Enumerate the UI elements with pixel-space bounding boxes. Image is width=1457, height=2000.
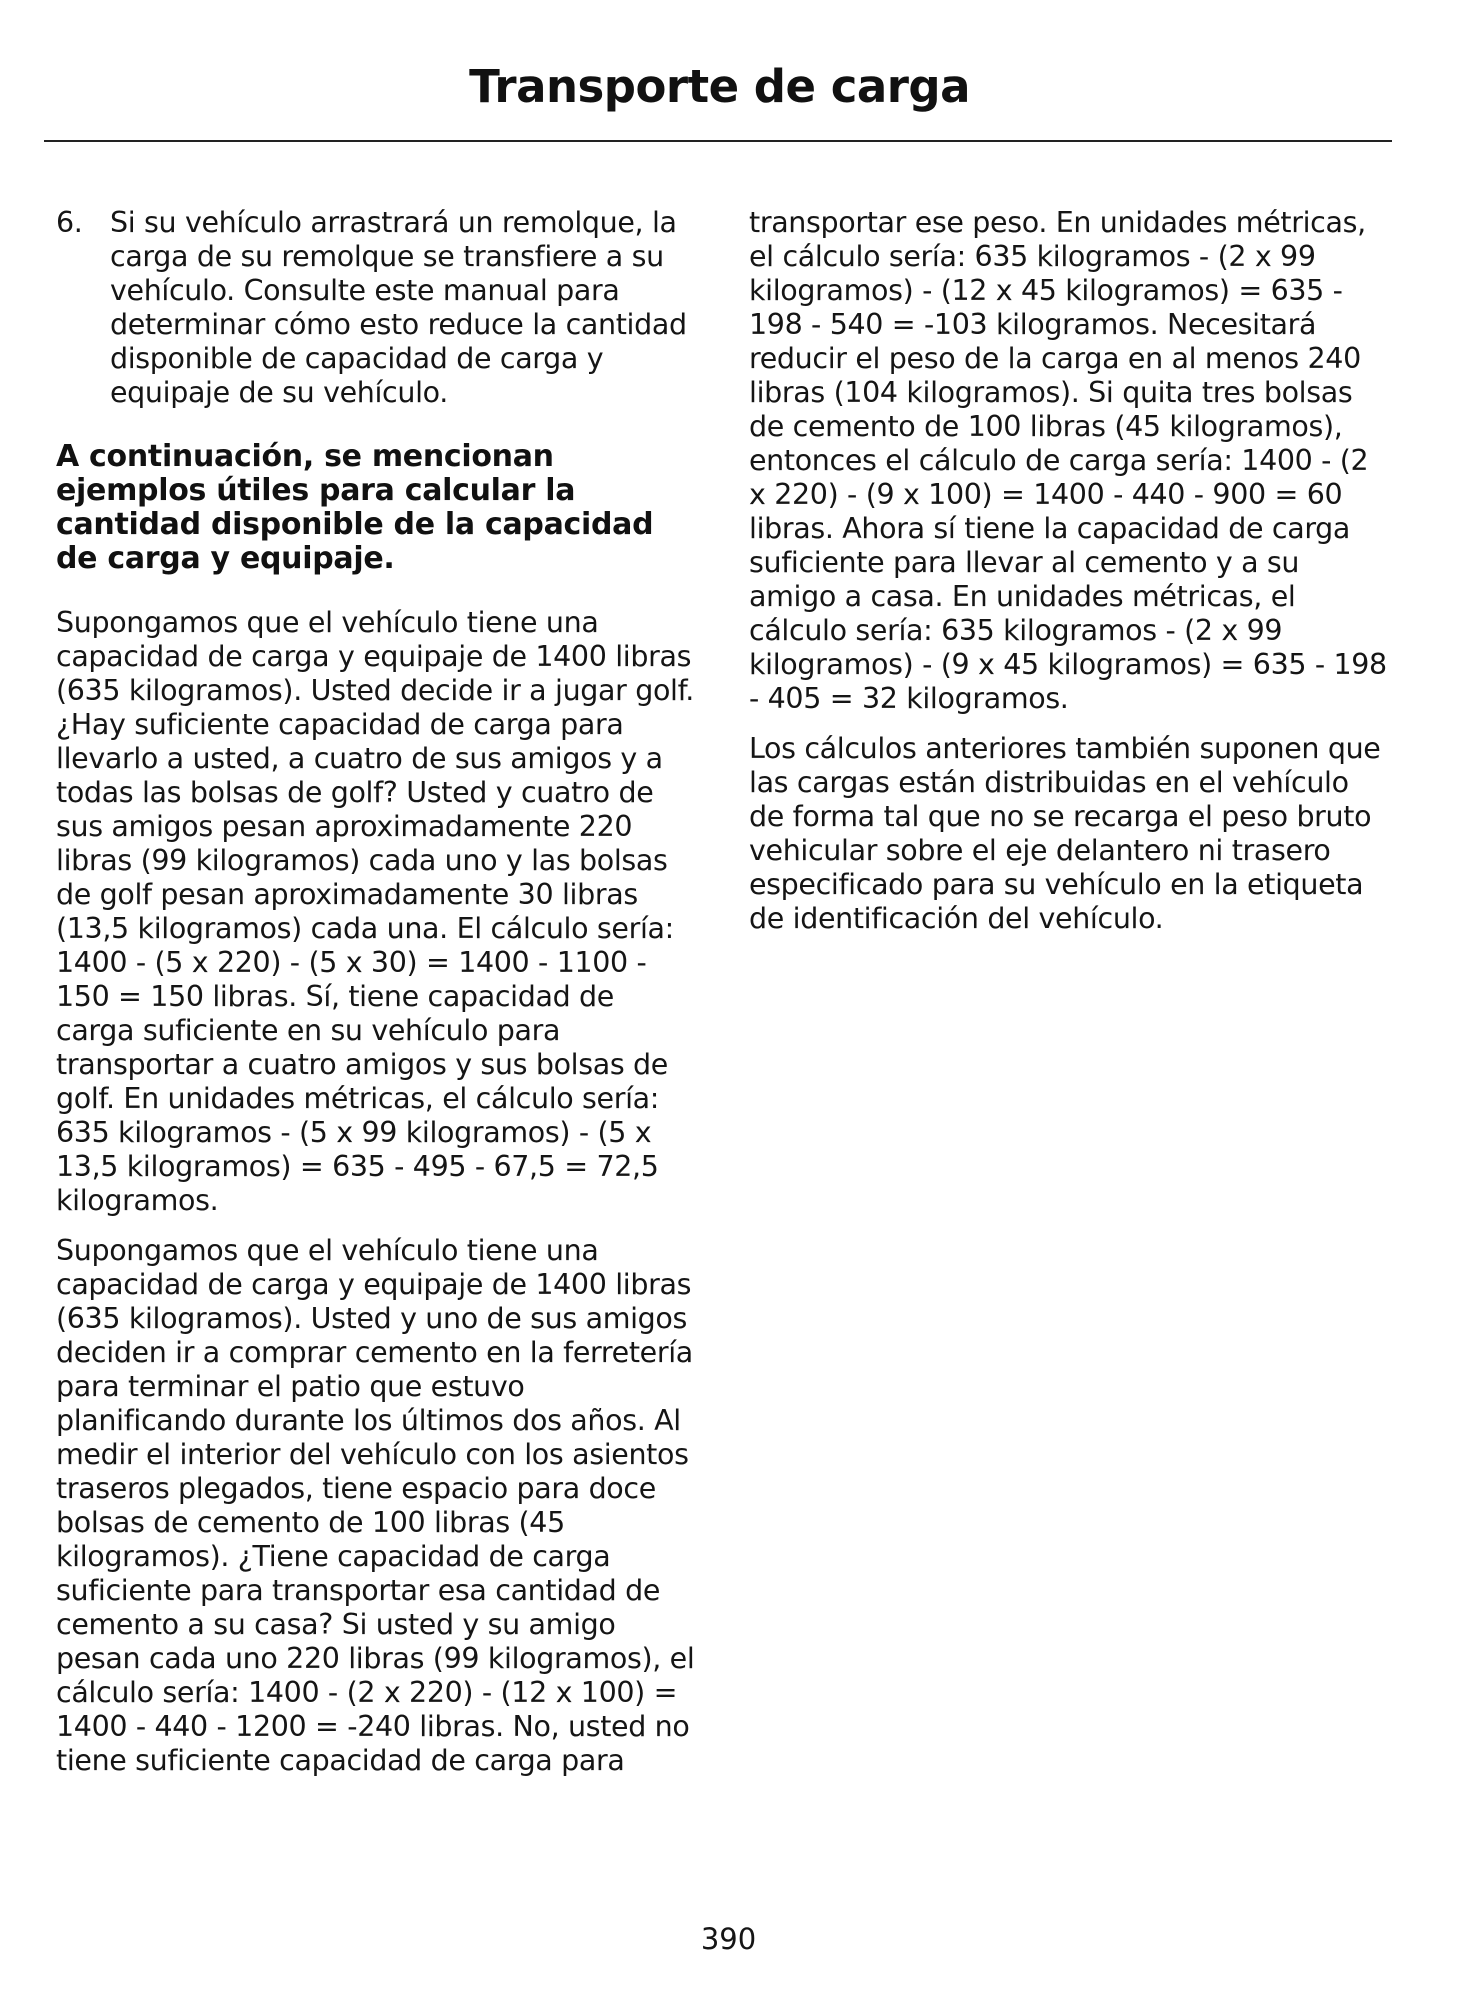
paragraph-load-distribution-note: Los cálculos anteriores también suponen que las cargas están distribuidas en el vehículo de forma tal que no se recarga el peso bruto vehicular sobre el eje delantero ni trasero especificado para su vehículo en la etiqueta de identificación del vehículo. <box>749 732 1381 935</box>
page-title: Transporte de carga <box>469 60 970 113</box>
list-item-text: Si su vehículo arrastrará un remolque, la carga de su remolque se transfiere a su vehículo. Consulte este manual para determinar cómo esto reduce la cantidad disponible de capacidad de carga y equipaje de su vehículo. <box>110 206 687 409</box>
paragraph-cement-example: Supongamos que el vehículo tiene una capacidad de carga y equipaje de 1400 libras (635 kilogramos). Usted y uno de sus amigos deciden ir a comprar cemento en la ferretería para terminar el patio que estuvo planificando durante los últimos dos años. Al medir el interior del vehículo con los asientos traseros plegados, tiene espacio para doce bolsas de cemento de 100 libras (45 kilogramos). ¿Tiene capacidad de carga suficiente para transportar esa cantidad de cemento a su casa? Si usted y su amigo pesan cada uno 220 libras (99 kilogramos), el cálculo sería: 1400 - (2 x 220) - (12 x 100) = 1400 - 440 - 1200 = -240 libras. No, usted no tiene suficiente capacidad de carga para <box>56 1234 695 1777</box>
page-number: 390 <box>700 1922 757 1956</box>
right-column <box>749 206 1389 952</box>
paragraph-golf-example: Supongamos que el vehículo tiene una capacidad de carga y equipaje de 1400 libras (635 kilogramos). Usted decide ir a jugar golf. ¿Hay suficiente capacidad de carga para llevarlo a usted, a cuatro de sus amigos y a todas las bolsas de golf? Usted y cuatro de sus amigos pesan aproximadamente 220 libras (99 kilogramos) cada uno y las bolsas de golf pesan aproximadamente 30 libras (13,5 kilogramos) cada una. El cálculo sería: 1400 - (5 x 220) - (5 x 30) = 1400 - 1100 - 150 = 150 libras. Sí, tiene capacidad de carga suficiente en su vehículo para transportar a cuatro amigos y sus bolsas de golf. En unidades métricas, el cálculo sería: 635 kilogramos - (5 x 99 kilogramos) - (5 x 13,5 kilogramos) = 635 - 495 - 67,5 = 72,5 kilogramos. <box>56 606 694 1217</box>
paragraph-cement-example-continued: transportar ese peso. En unidades métricas, el cálculo sería: 635 kilogramos - (2 x 99 kilogramos) - (12 x 45 kilogramos) = 635 - 198 - 540 = -103 kilogramos. Necesitará reducir el peso de la carga en al menos 240 libras (104 kilogramos). Si quita tres bolsas de cemento de 100 libras (45 kilogramos), entonces el cálculo de carga sería: 1400 - (2 x 220) - (9 x 100) = 1400 - 440 - 900 = 60 libras. Ahora sí tiene la capacidad de carga suficiente para llevar al cemento y a su amigo a casa. En unidades métricas, el cálculo sería: 635 kilogramos - (2 x 99 kilogramos) - (9 x 45 kilogramos) = 635 - 198 - 405 = 32 kilogramos. <box>749 206 1387 715</box>
section-heading: A continuación, se mencionan ejemplos útiles para calcular la cantidad disponible de la capacidad de carga y equipaje. <box>56 439 654 576</box>
page-header <box>44 0 1392 142</box>
numbered-list-item <box>56 206 696 410</box>
list-item-number: 6. <box>56 206 83 239</box>
left-column <box>56 206 696 1794</box>
